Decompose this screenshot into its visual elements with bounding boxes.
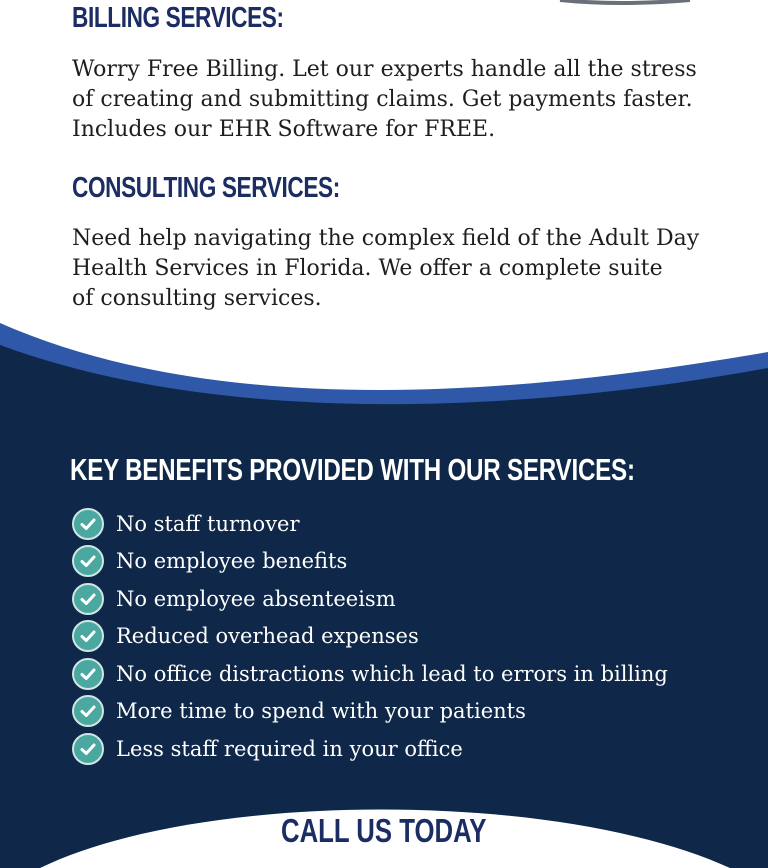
checkmark-icon [72, 583, 104, 615]
list-item [72, 543, 668, 581]
benefits-heading: KEY BENEFITS PROVIDED WITH OUR SERVICES: [70, 452, 635, 487]
billing-heading: BILLING SERVICES: [72, 2, 284, 34]
list-item [72, 730, 668, 768]
benefit-text: More time to spend with your patients [116, 699, 526, 724]
benefit-text: Less staff required in your office [116, 736, 463, 761]
billing-line: Includes our EHR Software for FREE. [72, 117, 496, 142]
list-item [72, 618, 668, 656]
billing-line: Worry Free Billing. Let our experts handle all the stress [72, 57, 697, 82]
benefit-text: Reduced overhead expenses [116, 624, 419, 649]
checkmark-icon [72, 508, 104, 540]
consulting-line: Health Services in Florida. We offer a complete suite [72, 256, 663, 281]
checkmark-icon [72, 658, 104, 690]
checkmark-icon [72, 695, 104, 727]
list-item [72, 580, 668, 618]
checkmark-icon [72, 545, 104, 577]
list-item [72, 505, 668, 543]
billing-line: of creating and submitting claims. Get payments faster. [72, 87, 693, 112]
list-item [72, 693, 668, 731]
benefit-text: No employee benefits [116, 549, 348, 574]
benefit-text: No office distractions which lead to errors in billing [116, 661, 668, 686]
consulting-heading: CONSULTING SERVICES: [72, 172, 340, 204]
benefit-text: No employee absenteeism [116, 586, 396, 611]
checkmark-icon [72, 620, 104, 652]
benefit-text: No staff turnover [116, 511, 300, 536]
consulting-line: Need help navigating the complex field of the Adult Day [72, 226, 700, 251]
checkmark-icon [72, 733, 104, 765]
cta-text: CALL US TODAY [281, 812, 487, 849]
benefits-list [72, 505, 668, 768]
call-us-today-label [0, 812, 768, 850]
list-item [72, 655, 668, 693]
consulting-line: of consulting services. [72, 286, 322, 311]
